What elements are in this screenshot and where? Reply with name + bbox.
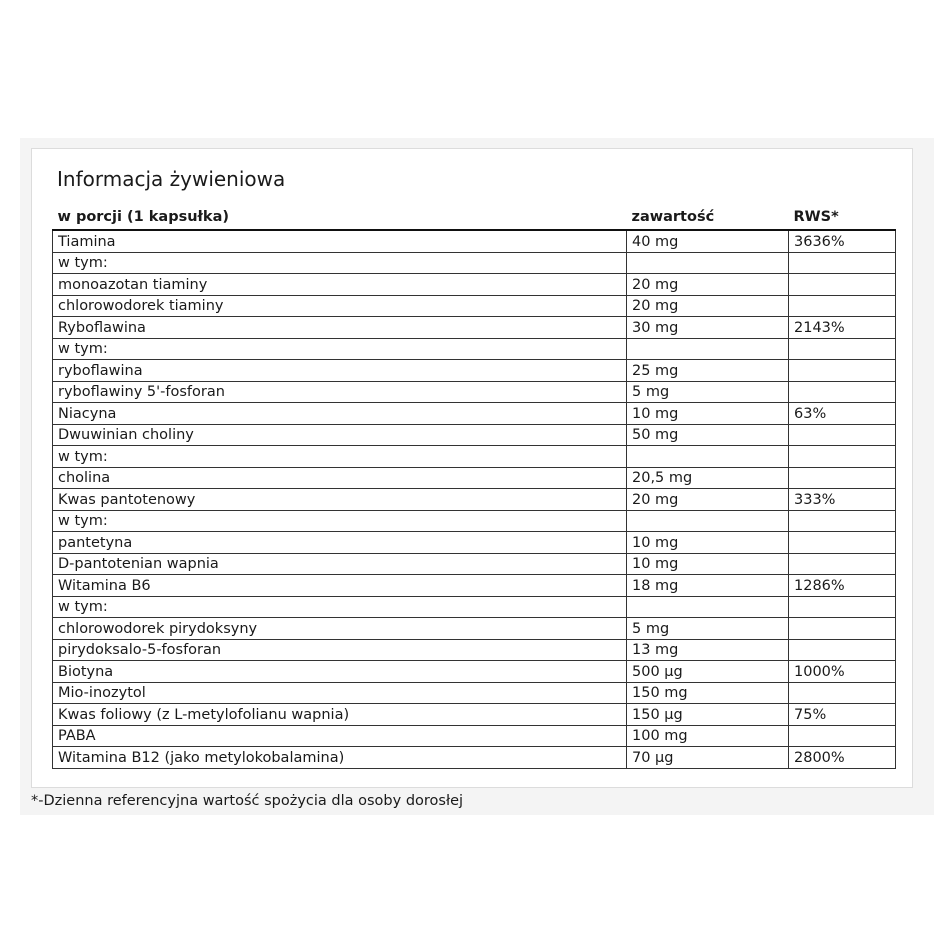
amount-cell: 150 mg <box>627 682 789 704</box>
rws-cell <box>789 725 896 747</box>
nutrient-name-cell: w tym: <box>53 338 627 360</box>
nutrient-name-cell: Biotyna <box>53 661 627 683</box>
table-row <box>53 618 896 640</box>
nutrient-name-cell: Witamina B6 <box>53 575 627 597</box>
nutrient-name-cell: Kwas pantotenowy <box>53 489 627 511</box>
table-row <box>53 338 896 360</box>
nutrient-name-cell: w tym: <box>53 510 627 532</box>
nutrient-name-cell: D-pantotenian wapnia <box>53 553 627 575</box>
nutrition-table <box>52 203 896 769</box>
nutrient-name-cell: chlorowodorek pirydoksyny <box>53 618 627 640</box>
rws-cell <box>789 446 896 468</box>
rws-cell <box>789 360 896 382</box>
nutrient-name-cell: w tym: <box>53 596 627 618</box>
amount-cell: 20 mg <box>627 274 789 296</box>
table-row <box>53 489 896 511</box>
table-row <box>53 747 896 769</box>
nutrient-name-cell: Witamina B12 (jako metylokobalamina) <box>53 747 627 769</box>
table-row <box>53 403 896 425</box>
rws-cell <box>789 424 896 446</box>
nutrient-name-cell: Kwas foliowy (z L-metylofolianu wapnia) <box>53 704 627 726</box>
amount-cell: 10 mg <box>627 532 789 554</box>
rws-cell <box>789 252 896 274</box>
table-row <box>53 295 896 317</box>
rws-cell: 333% <box>789 489 896 511</box>
header-rws: RWS* <box>789 203 896 230</box>
amount-cell: 5 mg <box>627 381 789 403</box>
rws-cell <box>789 682 896 704</box>
table-row <box>53 252 896 274</box>
table-row <box>53 424 896 446</box>
rws-cell <box>789 381 896 403</box>
page-title: Informacja żywieniowa <box>57 167 286 191</box>
header-serving: w porcji (1 kapsułka) <box>53 203 627 230</box>
amount-cell: 40 mg <box>627 230 789 252</box>
rws-cell <box>789 553 896 575</box>
header-amount: zawartość <box>627 203 789 230</box>
rws-cell <box>789 510 896 532</box>
rws-cell <box>789 338 896 360</box>
amount-cell: 30 mg <box>627 317 789 339</box>
nutrient-name-cell: chlorowodorek tiaminy <box>53 295 627 317</box>
table-row <box>53 704 896 726</box>
table-row <box>53 532 896 554</box>
nutrient-name-cell: Tiamina <box>53 230 627 252</box>
amount-cell: 18 mg <box>627 575 789 597</box>
nutrient-name-cell: PABA <box>53 725 627 747</box>
table-row <box>53 639 896 661</box>
table-row <box>53 230 896 252</box>
amount-cell: 20,5 mg <box>627 467 789 489</box>
amount-cell: 500 µg <box>627 661 789 683</box>
table-row <box>53 661 896 683</box>
nutrient-name-cell: cholina <box>53 467 627 489</box>
amount-cell: 20 mg <box>627 489 789 511</box>
rws-cell: 75% <box>789 704 896 726</box>
rws-cell: 1286% <box>789 575 896 597</box>
nutrient-name-cell: Ryboflawina <box>53 317 627 339</box>
rws-cell: 63% <box>789 403 896 425</box>
table-row <box>53 596 896 618</box>
rws-cell <box>789 532 896 554</box>
nutrient-name-cell: w tym: <box>53 252 627 274</box>
amount-cell: 150 µg <box>627 704 789 726</box>
nutrient-name-cell: pirydoksalo-5-fosforan <box>53 639 627 661</box>
rws-cell: 2143% <box>789 317 896 339</box>
rws-cell <box>789 639 896 661</box>
amount-cell: 5 mg <box>627 618 789 640</box>
table-row <box>53 360 896 382</box>
amount-cell: 50 mg <box>627 424 789 446</box>
rws-cell: 1000% <box>789 661 896 683</box>
amount-cell: 10 mg <box>627 553 789 575</box>
table-row <box>53 553 896 575</box>
rws-cell <box>789 274 896 296</box>
amount-cell <box>627 510 789 532</box>
table-row <box>53 317 896 339</box>
rws-cell: 2800% <box>789 747 896 769</box>
table-row <box>53 446 896 468</box>
amount-cell <box>627 596 789 618</box>
nutrient-name-cell: ryboflawina <box>53 360 627 382</box>
table-header-row <box>53 203 896 230</box>
rws-cell: 3636% <box>789 230 896 252</box>
table-row <box>53 682 896 704</box>
amount-cell: 20 mg <box>627 295 789 317</box>
footnote: *-Dzienna referencyjna wartość spożycia dla osoby dorosłej <box>31 793 464 809</box>
amount-cell: 13 mg <box>627 639 789 661</box>
amount-cell <box>627 252 789 274</box>
nutrient-name-cell: Niacyna <box>53 403 627 425</box>
nutrient-name-cell: Mio-inozytol <box>53 682 627 704</box>
nutrient-name-cell: pantetyna <box>53 532 627 554</box>
amount-cell: 100 mg <box>627 725 789 747</box>
table-row <box>53 575 896 597</box>
nutrient-name-cell: w tym: <box>53 446 627 468</box>
amount-cell: 10 mg <box>627 403 789 425</box>
nutrient-name-cell: ryboflawiny 5'-fosforan <box>53 381 627 403</box>
table-row <box>53 510 896 532</box>
table-row <box>53 725 896 747</box>
amount-cell: 25 mg <box>627 360 789 382</box>
table-row <box>53 467 896 489</box>
amount-cell: 70 µg <box>627 747 789 769</box>
rws-cell <box>789 467 896 489</box>
rws-cell <box>789 295 896 317</box>
rws-cell <box>789 596 896 618</box>
table-row <box>53 274 896 296</box>
nutrient-name-cell: monoazotan tiaminy <box>53 274 627 296</box>
table-row <box>53 381 896 403</box>
nutrient-name-cell: Dwuwinian choliny <box>53 424 627 446</box>
rws-cell <box>789 618 896 640</box>
amount-cell <box>627 446 789 468</box>
amount-cell <box>627 338 789 360</box>
